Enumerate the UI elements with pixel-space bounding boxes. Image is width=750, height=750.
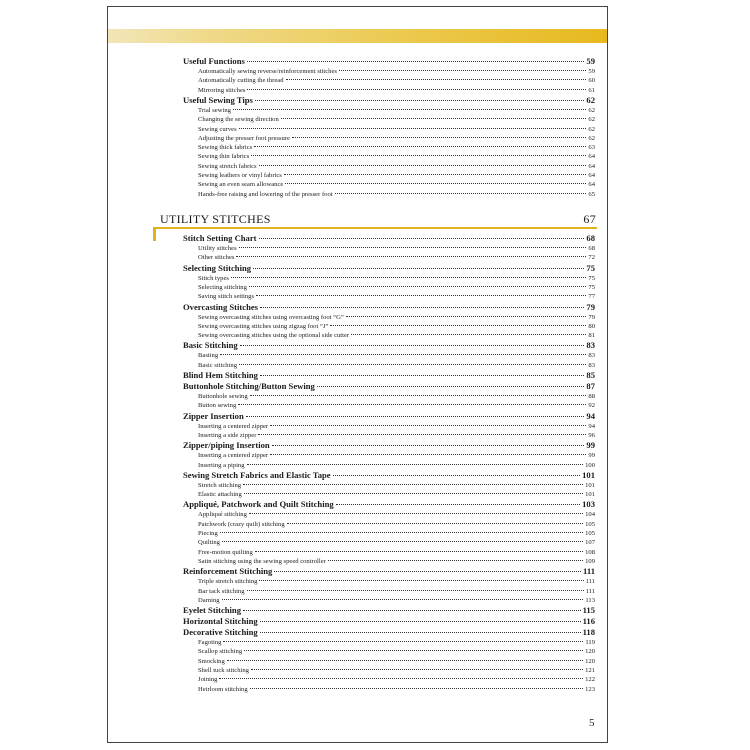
toc-subentry[interactable] bbox=[198, 171, 595, 180]
dot-leader bbox=[255, 100, 585, 101]
section-page: 59 bbox=[586, 56, 595, 66]
subentry-label: Sewing stretch fabrics bbox=[198, 162, 257, 170]
toc-subentry[interactable] bbox=[198, 538, 595, 547]
dot-leader bbox=[287, 523, 583, 524]
toc-subentry[interactable] bbox=[198, 143, 595, 152]
toc-subentry[interactable] bbox=[198, 392, 595, 401]
subentry-label: Inserting a centered zipper bbox=[198, 422, 269, 430]
toc-section-entry[interactable] bbox=[183, 440, 595, 450]
section-title: Useful Functions bbox=[183, 56, 245, 66]
subentry-page: 121 bbox=[585, 667, 595, 674]
toc-subentry[interactable] bbox=[198, 274, 595, 283]
toc-subentry[interactable] bbox=[198, 134, 595, 143]
subentry-label: Other stitches bbox=[198, 254, 235, 262]
dot-leader bbox=[220, 354, 586, 355]
subentry-label: Adjusting the presser foot pressure bbox=[198, 134, 290, 142]
section-page: 83 bbox=[586, 340, 595, 351]
dot-leader bbox=[251, 669, 583, 670]
toc-subentry[interactable] bbox=[198, 577, 595, 586]
subentry-page: 62 bbox=[588, 125, 595, 133]
subentry-page: 68 bbox=[588, 245, 595, 252]
toc-subentry[interactable] bbox=[198, 431, 595, 440]
subentry-label: Darning bbox=[198, 596, 220, 604]
subentry-label: Sewing thick fabrics bbox=[198, 144, 253, 152]
dot-leader bbox=[239, 128, 587, 129]
subentry-label: Joining bbox=[198, 676, 218, 684]
subentry-label: Changing the sewing direction bbox=[198, 116, 279, 124]
chapter-title: UTILITY STITCHES bbox=[160, 212, 271, 226]
subentry-page: 111 bbox=[585, 578, 595, 586]
subentry-label: Sewing leathers or vinyl fabrics bbox=[198, 172, 282, 179]
section-title: Basic Stitching bbox=[183, 340, 238, 351]
subentry-label: Sewing an even seam allowance bbox=[198, 181, 284, 189]
subentry-label: Triple stretch stitching bbox=[198, 578, 258, 586]
section-title: Horizontal Stitching bbox=[183, 616, 258, 627]
toc-section-entry[interactable] bbox=[183, 263, 595, 273]
subentry-page: 65 bbox=[588, 190, 595, 198]
subentry-page: 64 bbox=[588, 162, 595, 170]
toc-section-entry[interactable] bbox=[183, 616, 595, 626]
dot-leader bbox=[233, 109, 586, 110]
toc-subentry[interactable] bbox=[198, 557, 595, 566]
subentry-label: Quilting bbox=[198, 539, 220, 547]
dot-leader bbox=[238, 404, 586, 405]
dot-leader bbox=[274, 571, 581, 572]
page-number: 5 bbox=[589, 717, 595, 729]
toc-subentry[interactable] bbox=[198, 244, 595, 253]
dot-leader bbox=[339, 70, 586, 71]
subentry-label: Scallop stitching bbox=[198, 648, 243, 656]
dot-leader bbox=[335, 193, 587, 194]
subentry-label: Appliqué stitching bbox=[198, 511, 247, 519]
toc-subentry[interactable] bbox=[198, 86, 595, 95]
toc-subentry[interactable] bbox=[198, 162, 595, 171]
dot-leader bbox=[246, 416, 585, 417]
section-page: 111 bbox=[583, 566, 595, 577]
subentry-page: 64 bbox=[588, 172, 595, 179]
subentry-label: Mirroring stitches bbox=[198, 86, 246, 94]
subentry-label: Utility stitches bbox=[198, 245, 237, 252]
toc-subentry[interactable] bbox=[198, 115, 595, 124]
section-page: 115 bbox=[582, 605, 595, 616]
subentry-label: Hands-free raising and lowering of the presser foot bbox=[198, 190, 333, 198]
toc-subentry[interactable] bbox=[198, 675, 595, 684]
subentry-label: Inserting a centered zipper bbox=[198, 452, 269, 460]
dot-leader bbox=[270, 454, 586, 455]
dot-leader bbox=[259, 238, 585, 239]
subentry-label: Stretch stitching bbox=[198, 481, 242, 489]
subentry-page: 108 bbox=[585, 548, 595, 556]
subentry-label: Selecting stitching bbox=[198, 283, 247, 291]
section-title: Reinforcement Stitching bbox=[183, 566, 273, 577]
toc-subentry[interactable] bbox=[198, 451, 595, 460]
subentry-page: 60 bbox=[588, 77, 595, 85]
subentry-page: 111 bbox=[585, 587, 595, 595]
toc-subentry[interactable] bbox=[198, 490, 595, 499]
section-title: Overcasting Stitches bbox=[183, 301, 259, 312]
toc-subentry[interactable] bbox=[198, 76, 595, 85]
subentry-label: Trial sewing bbox=[198, 106, 231, 114]
toc-subentry[interactable] bbox=[198, 313, 595, 322]
section-page: 79 bbox=[586, 301, 595, 312]
dot-leader bbox=[223, 641, 583, 642]
subentry-label: Sewing thin fabrics bbox=[198, 153, 250, 161]
dot-leader bbox=[336, 504, 580, 505]
section-title: Blind Hem Stitching bbox=[183, 370, 258, 380]
toc-subentry[interactable] bbox=[198, 647, 595, 656]
dot-leader bbox=[220, 532, 583, 533]
toc-subentry[interactable] bbox=[198, 596, 595, 605]
section-title: Eyelet Stitching bbox=[183, 605, 242, 616]
section-title: Buttonhole Stitching/Button Sewing bbox=[183, 381, 315, 391]
subentry-page: 75 bbox=[588, 274, 595, 282]
dot-leader bbox=[249, 513, 583, 514]
toc-section-entry[interactable] bbox=[183, 499, 595, 509]
subentry-page: 105 bbox=[585, 530, 595, 537]
dot-leader bbox=[239, 247, 587, 248]
subentry-label: Button sewing bbox=[198, 402, 237, 410]
subentry-label: Sewing overcasting stitches using the optional side cutter bbox=[198, 332, 350, 340]
subentry-label: Elastic attaching bbox=[198, 491, 242, 499]
toc-section-entry[interactable] bbox=[183, 411, 595, 421]
dot-leader bbox=[317, 386, 585, 387]
toc-subentry[interactable] bbox=[198, 587, 595, 596]
dot-leader bbox=[247, 61, 585, 62]
subentry-page: 120 bbox=[585, 648, 595, 656]
dot-leader bbox=[240, 345, 585, 346]
dot-leader bbox=[222, 541, 583, 542]
section-page: 116 bbox=[582, 616, 595, 627]
dot-leader bbox=[256, 295, 586, 296]
subentry-page: 81 bbox=[588, 332, 595, 340]
toc-subentry[interactable] bbox=[198, 638, 595, 647]
section-title: Appliqué, Patchwork and Quilt Stitching bbox=[183, 499, 334, 510]
dot-leader bbox=[244, 650, 583, 651]
toc-section-entry[interactable] bbox=[183, 627, 595, 637]
subentry-page: 88 bbox=[588, 393, 595, 400]
subentry-label: Fagoting bbox=[198, 639, 222, 647]
subentry-page: 107 bbox=[585, 539, 595, 547]
subentry-label: Inserting a side zipper bbox=[198, 431, 257, 439]
dot-leader bbox=[239, 364, 586, 365]
subentry-page: 100 bbox=[585, 461, 595, 469]
dot-leader bbox=[260, 632, 581, 633]
subentry-page: 122 bbox=[585, 676, 595, 684]
section-title: Useful Sewing Tips bbox=[183, 94, 253, 105]
dot-leader bbox=[284, 174, 587, 175]
subentry-page: 77 bbox=[588, 293, 595, 301]
dot-leader bbox=[249, 286, 587, 287]
section-page: 75 bbox=[586, 262, 595, 273]
section-page: 99 bbox=[586, 440, 595, 451]
section-title: Zipper Insertion bbox=[183, 410, 244, 421]
subentry-label: Sewing curves bbox=[198, 125, 237, 133]
subentry-page: 64 bbox=[588, 181, 595, 189]
subentry-label: Inserting a piping bbox=[198, 461, 245, 469]
subentry-page: 104 bbox=[585, 511, 595, 519]
chapter-page: 67 bbox=[583, 212, 596, 226]
subentry-label: Smocking bbox=[198, 657, 225, 665]
toc-subentry[interactable] bbox=[198, 322, 595, 331]
dot-leader bbox=[227, 660, 583, 661]
subentry-page: 105 bbox=[585, 520, 595, 528]
toc-subentry[interactable] bbox=[198, 180, 595, 189]
toc-section-entry[interactable] bbox=[183, 340, 595, 350]
dot-leader bbox=[351, 334, 586, 335]
dot-leader bbox=[244, 493, 583, 494]
subentry-label: Basting bbox=[198, 352, 219, 360]
toc-section-entry[interactable] bbox=[183, 605, 595, 615]
toc-subentry[interactable] bbox=[198, 422, 595, 431]
toc-subentry[interactable] bbox=[198, 351, 595, 360]
subentry-page: 99 bbox=[588, 452, 595, 460]
subentry-page: 64 bbox=[588, 153, 595, 161]
subentry-page: 113 bbox=[585, 596, 595, 604]
dot-leader bbox=[250, 688, 583, 689]
subentry-page: 101 bbox=[585, 491, 595, 499]
dot-leader bbox=[328, 560, 583, 561]
dot-leader bbox=[333, 475, 580, 476]
toc-subentry[interactable] bbox=[198, 529, 595, 538]
subentry-page: 83 bbox=[588, 352, 595, 360]
section-page: 87 bbox=[586, 381, 595, 391]
toc-section-entry[interactable] bbox=[183, 470, 595, 480]
subentry-page: 109 bbox=[585, 557, 595, 565]
dot-leader bbox=[260, 375, 584, 376]
section-page: 85 bbox=[586, 370, 595, 380]
section-page: 103 bbox=[582, 499, 595, 510]
subentry-page: 63 bbox=[588, 144, 595, 152]
subentry-page: 94 bbox=[588, 422, 595, 430]
dot-leader bbox=[281, 118, 587, 119]
toc-subentry[interactable] bbox=[198, 666, 595, 675]
dot-leader bbox=[222, 599, 584, 600]
toc-subentry[interactable] bbox=[198, 481, 595, 490]
dot-leader bbox=[260, 307, 584, 308]
dot-leader bbox=[236, 256, 586, 257]
toc-section-entry[interactable] bbox=[183, 95, 595, 105]
section-title: Sewing Stretch Fabrics and Elastic Tape bbox=[183, 469, 331, 480]
subentry-page: 123 bbox=[585, 685, 595, 693]
subentry-label: Free-motion quilting bbox=[198, 548, 253, 556]
subentry-label: Satin stitching using the sewing speed controller bbox=[198, 557, 326, 565]
toc-section-entry[interactable] bbox=[183, 56, 595, 66]
toc-subentry[interactable] bbox=[198, 253, 595, 262]
toc-subentry[interactable] bbox=[198, 401, 595, 410]
toc-subentry[interactable] bbox=[198, 548, 595, 557]
dot-leader bbox=[247, 590, 584, 591]
toc-subentry[interactable] bbox=[198, 283, 595, 292]
toc-subentry[interactable] bbox=[198, 520, 595, 529]
subentry-label: Buttonhole sewing bbox=[198, 393, 248, 400]
subentry-label: Automatically sewing reverse/reinforcement stitches bbox=[198, 68, 337, 75]
section-page: 68 bbox=[586, 233, 595, 243]
subentry-page: 120 bbox=[585, 657, 595, 665]
subentry-page: 96 bbox=[588, 431, 595, 439]
dot-leader bbox=[292, 137, 586, 138]
dot-leader bbox=[251, 155, 586, 156]
toc-section-entry[interactable] bbox=[183, 370, 595, 380]
subentry-label: Heirloom stitching bbox=[198, 685, 248, 693]
subentry-label: Bar tack stitching bbox=[198, 587, 245, 595]
toc-subentry[interactable] bbox=[198, 461, 595, 470]
dot-leader bbox=[254, 146, 586, 147]
section-title: Selecting Stitching bbox=[183, 262, 252, 273]
subentry-page: 61 bbox=[588, 86, 595, 94]
toc-subentry[interactable] bbox=[198, 510, 595, 519]
subentry-page: 80 bbox=[588, 322, 595, 330]
subentry-page: 62 bbox=[588, 116, 595, 124]
dot-leader bbox=[243, 610, 581, 611]
subentry-page: 59 bbox=[588, 68, 595, 75]
subentry-page: 62 bbox=[588, 134, 595, 142]
subentry-label: Patchwork (crazy quilt) stitching bbox=[198, 520, 285, 528]
subentry-label: Stitch types bbox=[198, 274, 229, 282]
dot-leader bbox=[260, 621, 581, 622]
toc-subentry[interactable] bbox=[198, 125, 595, 134]
subentry-page: 101 bbox=[585, 481, 595, 489]
section-page: 101 bbox=[582, 469, 595, 480]
section-page: 94 bbox=[586, 410, 595, 421]
subentry-page: 83 bbox=[588, 361, 595, 369]
toc-subentry[interactable] bbox=[198, 190, 595, 199]
section-title: Stitch Setting Chart bbox=[183, 233, 257, 243]
subentry-page: 92 bbox=[588, 402, 595, 410]
subentry-label: Sewing overcasting stitches using zigzag foot “J” bbox=[198, 322, 329, 330]
toc-section-entry[interactable] bbox=[183, 566, 595, 576]
subentry-label: Saving stitch settings bbox=[198, 293, 255, 301]
dot-leader bbox=[286, 79, 587, 80]
dot-leader bbox=[346, 316, 587, 317]
section-title: Zipper/piping Insertion bbox=[183, 440, 270, 451]
toc-subentry[interactable] bbox=[198, 152, 595, 161]
dot-leader bbox=[247, 464, 584, 465]
subentry-page: 72 bbox=[588, 254, 595, 262]
subentry-page: 79 bbox=[588, 313, 595, 321]
section-page: 118 bbox=[582, 627, 595, 638]
dot-leader bbox=[231, 277, 586, 278]
toc-section-entry[interactable] bbox=[183, 302, 595, 312]
subentry-label: Piecing bbox=[198, 530, 218, 537]
subentry-label: Sewing overcasting stitches using overcasting foot “G” bbox=[198, 313, 344, 321]
toc-subentry[interactable] bbox=[198, 67, 595, 76]
dot-leader bbox=[258, 434, 586, 435]
subentry-page: 119 bbox=[585, 639, 595, 647]
toc-subentry[interactable] bbox=[198, 292, 595, 301]
section-title: Decorative Stitching bbox=[183, 627, 258, 638]
subentry-label: Shell tuck stitching bbox=[198, 667, 249, 674]
toc-subentry[interactable] bbox=[198, 331, 595, 340]
dot-leader bbox=[250, 395, 587, 396]
subentry-label: Basic stitching bbox=[198, 361, 238, 369]
toc-subentry[interactable] bbox=[198, 361, 595, 370]
dot-leader bbox=[255, 551, 583, 552]
dot-leader bbox=[219, 678, 583, 679]
subentry-page: 75 bbox=[588, 283, 595, 291]
toc-section-entry[interactable] bbox=[183, 381, 595, 391]
toc-subentry[interactable] bbox=[198, 685, 595, 694]
dot-leader bbox=[243, 484, 583, 485]
dot-leader bbox=[253, 268, 584, 269]
dot-leader bbox=[272, 445, 585, 446]
section-page: 62 bbox=[586, 94, 595, 105]
dot-leader bbox=[330, 325, 586, 326]
subentry-label: Automatically cutting the thread bbox=[198, 77, 284, 85]
dot-leader bbox=[247, 89, 586, 90]
toc-subentry[interactable] bbox=[198, 657, 595, 666]
subentry-page: 62 bbox=[588, 106, 595, 114]
dot-leader bbox=[259, 165, 587, 166]
toc-section-entry[interactable] bbox=[183, 233, 595, 243]
dot-leader bbox=[285, 183, 586, 184]
toc-subentry[interactable] bbox=[198, 106, 595, 115]
dot-leader bbox=[259, 580, 583, 581]
dot-leader bbox=[270, 425, 586, 426]
